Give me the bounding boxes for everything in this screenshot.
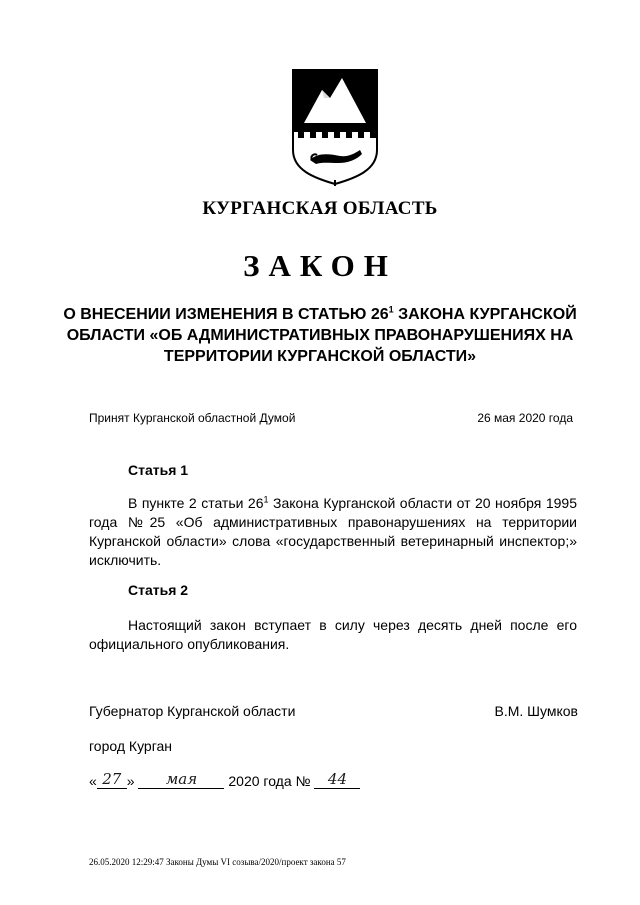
article-1-text-b: Закона Курганской области от 20 ноября 1995 года №25 «Об административных правонарушениях на территории Курганской области» слова «государственный ветеринарный инспектор;» исключить. (89, 495, 578, 568)
document-type: ЗАКОН (243, 248, 397, 283)
signing-month: мая (138, 770, 224, 789)
signing-day: 27 (97, 770, 127, 789)
governor-name: В.М. Шумков (494, 703, 578, 719)
signing-date-line (89, 770, 360, 794)
coat-of-arms-icon (290, 68, 380, 186)
open-quote: « (89, 773, 97, 789)
region-title: КУРГАНСКАЯ ОБЛАСТЬ (202, 198, 438, 219)
law-title-superscript: 1 (388, 304, 394, 315)
article-1-text (89, 494, 577, 570)
adopted-by: Принят Курганской областной Думой (89, 411, 296, 425)
footer-meta: 26.05.2020 12:29:47 Законы Думы VI созыва/2020/проект закона 57 (89, 857, 346, 867)
article-2-heading: Статья 2 (128, 582, 189, 598)
law-number: 44 (314, 770, 360, 789)
adopted-date: 26 мая 2020 года (477, 411, 573, 425)
article-2-text: Настоящий закон вступает в силу через десять дней после его официального опубликования. (89, 617, 577, 652)
governor-position: Губернатор Курганской области (89, 703, 296, 719)
article-1-superscript: 1 (263, 494, 269, 505)
city-name: город Курган (89, 738, 173, 754)
close-quote: » (126, 773, 135, 789)
law-title-part1: О ВНЕСЕНИИ ИЗМЕНЕНИЯ В СТАТЬЮ 26 (63, 306, 389, 323)
signing-year: 2020 года № (228, 773, 311, 789)
law-title (60, 304, 580, 367)
coat-of-arms-emblem (290, 68, 380, 186)
law-title-part2: ЗАКОНА КУРГАНСКОЙ ОБЛАСТИ «ОБ АДМИНИСТРАТИВНЫХ ПРАВОНАРУШЕНИЯХ НА ТЕРРИТОРИИ КУРГАНСКОЙ ОБЛАСТИ» (66, 306, 577, 365)
article-1-heading: Статья 1 (128, 462, 189, 478)
article-1-text-a: В пункте 2 статьи 26 (128, 495, 264, 511)
